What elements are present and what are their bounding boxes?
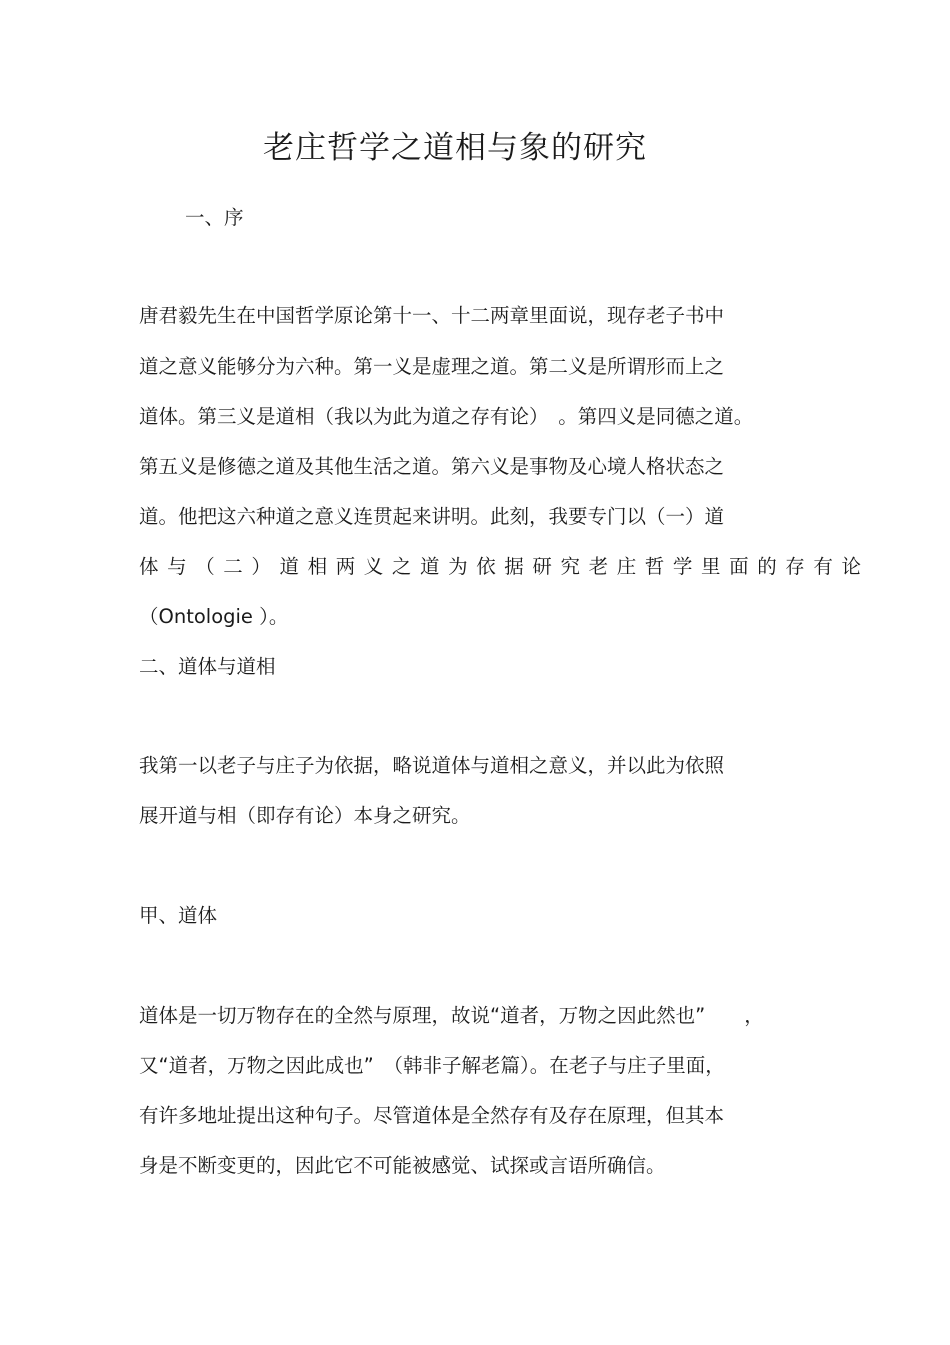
paragraph-line: 又“道者，万物之因此成也” （韩非子解老篇）。在老子与庄子里面， [139, 1054, 725, 1077]
section-heading-dao-ti-dao-xiang: 二、道体与道相 [139, 655, 276, 678]
paragraph-line: 第五义是修德之道及其他生活之道。第六义是事物及心境人格状态之 [139, 455, 725, 478]
paragraph-line: （Ontologie ）。 [139, 605, 289, 628]
paragraph-line: 道体是一切万物存在的全然与原理，故说“道者，万物之因此然也” ， [139, 1004, 764, 1027]
paragraph-line: 道之意义能够分为六种。第一义是虚理之道。第二义是所谓形而上之 [139, 355, 725, 378]
document-title: 老庄哲学之道相与象的研究 [263, 130, 647, 166]
section-heading-preface: 一、序 [185, 206, 244, 229]
paragraph-line: 我第一以老子与庄子为依据，略说道体与道相之意义，并以此为依照 [139, 754, 725, 777]
paragraph-line: 唐君毅先生在中国哲学原论第十一、十二两章里面说，现存老子书中 [139, 304, 725, 327]
paragraph-line: 道。他把这六种道之意义连贯起来讲明。此刻，我要专门以（一）道 [139, 505, 725, 528]
paragraph-line: 道体。第三义是道相（我以为此为道之存有论） 。第四义是同德之道。 [139, 405, 754, 428]
paragraph-line: 有许多地址提出这种句子。尽管道体是全然存有及存在原理，但其本 [139, 1104, 725, 1127]
paragraph-line: 展开道与相（即存有论）本身之研究。 [139, 804, 471, 827]
section-heading-dao-ti: 甲、道体 [139, 904, 218, 927]
paragraph-line-justified [139, 553, 870, 581]
paragraph-line-text: 体与（二）道相两义之道为依据研究老庄哲学里面的存有论 [139, 555, 870, 578]
paragraph-line: 身是不断变更的，因此它不可能被感觉、试探或言语所确信。 [139, 1154, 666, 1177]
